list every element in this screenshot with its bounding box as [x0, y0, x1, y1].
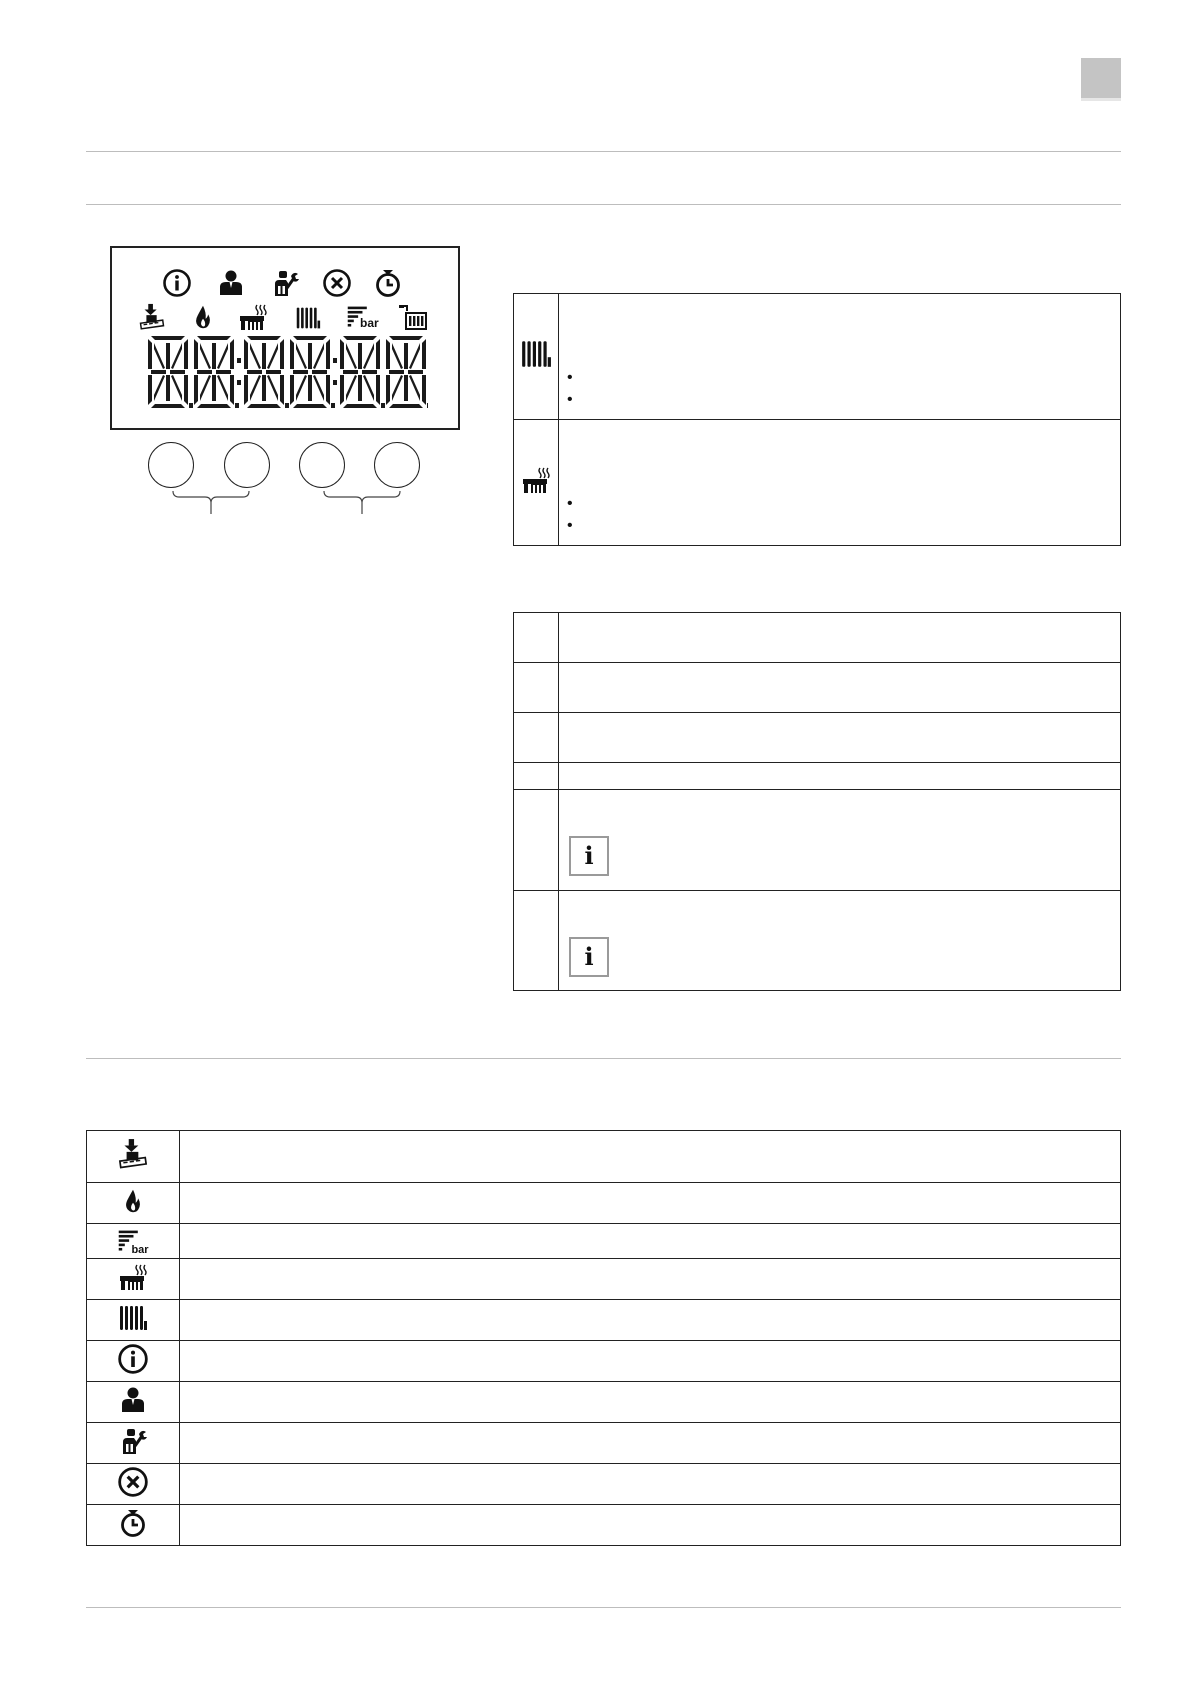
lcd-segment	[392, 375, 403, 401]
lcd-segment	[250, 343, 261, 369]
lcd-segment	[409, 375, 420, 401]
info-icon	[162, 268, 192, 298]
divider-section	[86, 204, 1121, 205]
flame-icon	[190, 304, 216, 330]
symbol-icon-cell	[87, 1224, 180, 1259]
info-note-icon: i	[569, 836, 609, 876]
flame-icon	[120, 1186, 146, 1216]
lcd-segment	[293, 370, 308, 374]
symbol-description-cell	[180, 1183, 1121, 1224]
lcd-segment	[267, 343, 278, 369]
lcd-segment	[343, 404, 377, 408]
chimney-sweep-icon	[138, 303, 166, 331]
button-description-cell	[559, 663, 1121, 713]
lcd-display	[110, 246, 460, 430]
lcd-segment	[247, 370, 262, 374]
lcd-segment	[262, 343, 266, 369]
info-note-icon: i	[569, 937, 609, 977]
lcd-segment	[184, 375, 188, 405]
lcd-segment	[148, 339, 152, 369]
lcd-segment	[197, 336, 231, 340]
bullet-item: •	[567, 369, 573, 386]
lcd-segment	[262, 375, 266, 401]
symbol-row	[87, 1300, 1121, 1341]
symbol-icon-cell	[87, 1131, 180, 1183]
symbol-description-cell	[180, 1505, 1121, 1546]
lcd-segment	[197, 370, 212, 374]
lcd-segment	[340, 375, 344, 405]
lcd-segment	[247, 404, 281, 408]
lcd-segment	[392, 343, 403, 369]
user-icon	[118, 1384, 148, 1416]
button-row	[514, 763, 1121, 790]
lcd-segment	[404, 375, 408, 401]
lcd-segment	[217, 375, 228, 401]
control-panel-diagram	[110, 246, 462, 516]
lcd-segment	[363, 343, 374, 369]
symbol-table	[86, 1130, 1121, 1546]
lcd-colon-dot	[237, 380, 241, 385]
lcd-segment	[197, 404, 231, 408]
lcd-segment	[376, 375, 380, 405]
mode-row-dhw	[514, 420, 1121, 546]
segment-display	[148, 336, 428, 412]
lcd-segment	[408, 370, 423, 374]
display-button-2[interactable]	[224, 442, 270, 488]
symbol-description-cell	[180, 1423, 1121, 1464]
bullet-item: •	[567, 517, 573, 534]
dhw-tap-icon	[521, 464, 551, 496]
pressure-indicator	[346, 304, 386, 332]
lcd-decimal-point	[189, 403, 193, 408]
pressure-unit-label: bar	[360, 316, 379, 330]
symbol-row	[87, 1341, 1121, 1382]
button-key-cell	[514, 713, 559, 763]
button-key-cell	[514, 891, 559, 991]
mode-description-cell	[559, 294, 1121, 420]
lcd-segment	[212, 343, 216, 369]
button-row	[514, 713, 1121, 763]
lcd-segment	[151, 370, 166, 374]
lcd-segment	[293, 404, 327, 408]
button-group-brace-left	[172, 490, 252, 516]
lcd-colon-dot	[333, 380, 337, 385]
lcd-segment	[194, 339, 198, 369]
symbol-description-cell	[180, 1464, 1121, 1505]
lcd-segment	[386, 339, 390, 369]
lcd-segment	[230, 339, 234, 369]
lcd-segment	[244, 375, 248, 405]
timer-icon	[373, 268, 403, 298]
lcd-segment	[389, 404, 423, 408]
lcd-segment	[247, 336, 281, 340]
lcd-segment	[244, 339, 248, 369]
divider-symbols-section	[86, 1058, 1121, 1059]
symbol-row	[87, 1423, 1121, 1464]
button-description-cell	[559, 713, 1121, 763]
installer-icon	[270, 268, 300, 298]
reset-icon	[322, 268, 352, 298]
lcd-segment	[308, 343, 312, 369]
button-table	[513, 612, 1121, 991]
lcd-segment	[250, 375, 261, 401]
radiator-icon	[519, 338, 553, 370]
display-button-1[interactable]	[148, 442, 194, 488]
lcd-segment	[363, 375, 374, 401]
lcd-segment	[346, 375, 357, 401]
mode-icon-cell	[514, 294, 559, 420]
bullet-item: •	[567, 495, 573, 512]
lcd-segment	[151, 404, 185, 408]
lcd-segment	[343, 370, 358, 374]
mode-description-cell	[559, 420, 1121, 546]
lcd-segment	[293, 336, 327, 340]
lcd-decimal-point	[331, 403, 335, 408]
lcd-segment	[194, 375, 198, 405]
lcd-segment	[404, 343, 408, 369]
button-row	[514, 790, 1121, 891]
lcd-decimal-point	[381, 403, 385, 408]
user-icon	[216, 268, 246, 298]
radiator-icon	[117, 1303, 149, 1333]
mode-icon-cell	[514, 420, 559, 546]
lcd-segment	[200, 343, 211, 369]
button-row	[514, 891, 1121, 991]
button-key-cell	[514, 613, 559, 663]
lcd-segment	[171, 375, 182, 401]
lcd-segment	[217, 343, 228, 369]
lcd-segment	[386, 375, 390, 405]
display-button-3[interactable]	[299, 442, 345, 488]
button-key-cell	[514, 790, 559, 891]
lcd-segment	[280, 375, 284, 405]
symbol-row	[87, 1259, 1121, 1300]
button-key-cell	[514, 663, 559, 713]
lcd-segment	[200, 375, 211, 401]
divider-top	[86, 151, 1121, 152]
mode-table	[513, 293, 1121, 546]
page-tab-marker	[1081, 58, 1121, 98]
lcd-segment	[422, 375, 426, 405]
lcd-colon-dot	[237, 358, 241, 363]
symbol-row	[87, 1464, 1121, 1505]
symbol-icon-cell	[87, 1505, 180, 1546]
lcd-segment	[358, 343, 362, 369]
lcd-segment	[280, 339, 284, 369]
button-description-cell	[559, 763, 1121, 790]
lcd-segment	[376, 339, 380, 369]
lcd-segment	[154, 375, 165, 401]
lcd-segment	[170, 370, 185, 374]
lcd-segment	[296, 343, 307, 369]
symbol-description-cell	[180, 1382, 1121, 1423]
lcd-segment	[296, 375, 307, 401]
installer-icon	[118, 1425, 148, 1457]
symbol-row	[87, 1131, 1121, 1183]
button-row	[514, 613, 1121, 663]
lcd-segment	[216, 370, 231, 374]
lcd-segment	[326, 339, 330, 369]
lcd-segment	[422, 339, 426, 369]
symbol-icon-cell	[87, 1464, 180, 1505]
symbol-description-cell	[180, 1300, 1121, 1341]
symbol-description-cell	[180, 1131, 1121, 1183]
lcd-segment	[343, 336, 377, 340]
bullet-item: •	[567, 391, 573, 408]
lcd-segment	[230, 375, 234, 405]
lcd-decimal-point	[285, 403, 289, 408]
symbol-icon-cell	[87, 1341, 180, 1382]
chimney-sweep-icon	[117, 1137, 149, 1171]
lcd-segment	[184, 339, 188, 369]
dhw-tap-icon	[238, 302, 268, 332]
lcd-segment	[290, 375, 294, 405]
pressure-unit-label: bar	[131, 1244, 149, 1257]
lcd-segment	[313, 343, 324, 369]
lcd-segment	[358, 375, 362, 401]
button-description-cell	[559, 891, 1121, 991]
symbol-icon-cell	[87, 1423, 180, 1464]
lcd-segment	[151, 336, 185, 340]
symbol-row	[87, 1183, 1121, 1224]
divider-bottom	[86, 1607, 1121, 1608]
info-icon	[117, 1343, 149, 1375]
lcd-segment	[290, 339, 294, 369]
storage-tank-icon	[398, 303, 428, 333]
button-description-cell	[559, 790, 1121, 891]
mode-row-heating	[514, 294, 1121, 420]
lcd-segment	[154, 343, 165, 369]
symbol-row	[87, 1224, 1121, 1259]
button-row	[514, 663, 1121, 713]
lcd-segment	[166, 375, 170, 401]
symbol-icon-cell	[87, 1183, 180, 1224]
lcd-segment	[166, 343, 170, 369]
symbol-icon-cell	[87, 1259, 180, 1300]
lcd-segment	[389, 336, 423, 340]
reset-icon	[117, 1466, 149, 1498]
lcd-segment	[308, 375, 312, 401]
timer-icon	[118, 1507, 148, 1539]
button-key-cell	[514, 763, 559, 790]
symbol-icon-cell	[87, 1382, 180, 1423]
symbol-description-cell	[180, 1224, 1121, 1259]
lcd-segment	[267, 375, 278, 401]
lcd-segment	[312, 370, 327, 374]
lcd-segment	[346, 343, 357, 369]
symbol-icon-cell	[87, 1300, 180, 1341]
display-button-4[interactable]	[374, 442, 420, 488]
symbol-row	[87, 1382, 1121, 1423]
lcd-segment	[148, 375, 152, 405]
lcd-segment	[326, 375, 330, 405]
symbol-row	[87, 1505, 1121, 1546]
radiator-icon	[294, 305, 322, 331]
lcd-segment	[389, 370, 404, 374]
lcd-segment	[340, 339, 344, 369]
dhw-tap-icon	[118, 1261, 148, 1293]
lcd-segment	[409, 343, 420, 369]
button-group-brace-right	[323, 490, 403, 516]
lcd-decimal-point	[427, 403, 428, 408]
symbol-description-cell	[180, 1259, 1121, 1300]
lcd-decimal-point	[235, 403, 239, 408]
lcd-segment	[313, 375, 324, 401]
lcd-segment	[362, 370, 377, 374]
symbol-description-cell	[180, 1341, 1121, 1382]
lcd-colon-dot	[333, 358, 337, 363]
lcd-segment	[171, 343, 182, 369]
button-description-cell	[559, 613, 1121, 663]
lcd-segment	[212, 375, 216, 401]
lcd-segment	[266, 370, 281, 374]
